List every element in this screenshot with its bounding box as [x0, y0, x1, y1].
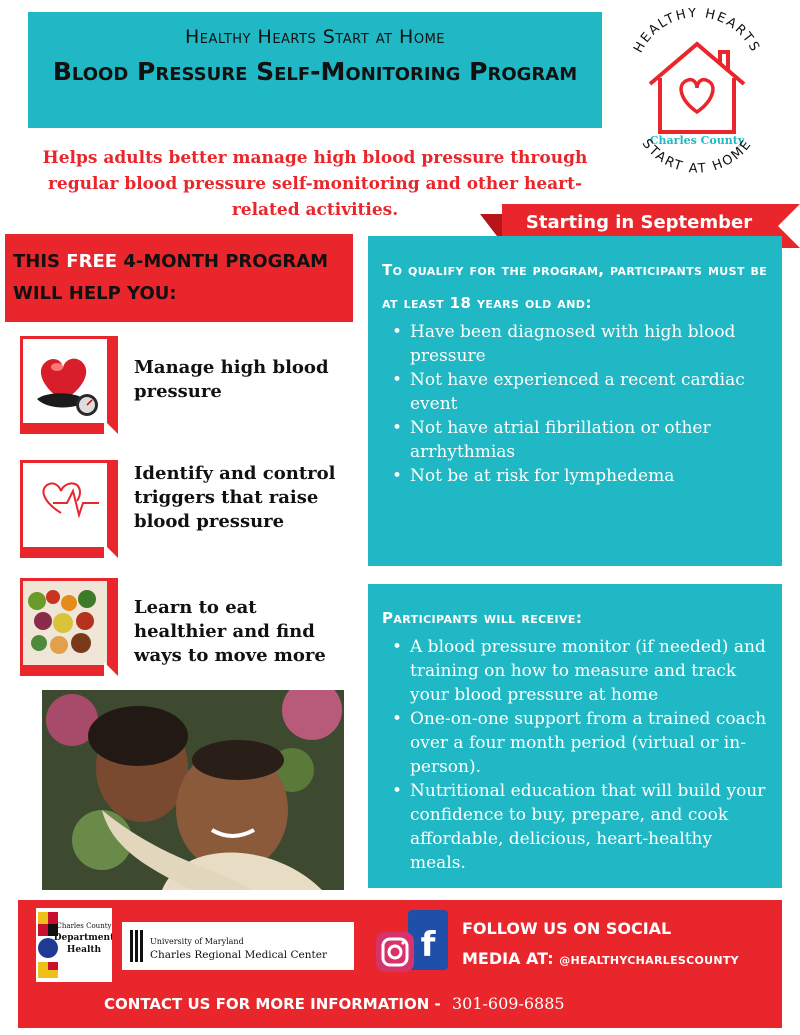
help-title-rest: 4-MONTH PROGRAM WILL HELP YOU:: [13, 251, 329, 304]
phone-number: 301-609-6885: [451, 994, 565, 1013]
list-item: • Not have experienced a recent cardiac event: [392, 368, 768, 416]
header-kicker: Healthy Hearts Start at Home: [184, 26, 446, 48]
list-item: • Nutritional education that will build your confidence to buy, prepare, and cook affordable, delicious, heart-healthy meals.: [392, 779, 768, 875]
logo-bottom-text: START AT HOME: [638, 136, 756, 177]
social-line2: MEDIA AT:: [462, 949, 554, 968]
page-title: Blood Pressure Self-Monitoring Program: [52, 57, 578, 86]
start-date-text: Starting in September: [525, 212, 753, 233]
social-follow-text: [462, 914, 739, 976]
participants-receive-box: [368, 584, 782, 888]
healthy-food-icon: [20, 578, 118, 676]
help-title-free: FREE: [66, 251, 118, 272]
umd-line1: University of Maryland: [150, 937, 244, 946]
health-dept-line3: Health: [66, 945, 102, 955]
health-department-logo: [36, 908, 112, 982]
heart-blood-pressure-cuff-icon: [20, 336, 118, 434]
benefit-manage-bp: Manage high blood pressure: [134, 357, 329, 402]
program-tagline: Helps adults better manage high blood pressure through regular blood pressure self-monitoring and other heart-related activities.: [42, 148, 588, 220]
health-dept-line1: Charles County: [56, 922, 112, 930]
umd-line2: Charles Regional Medical Center: [150, 949, 327, 961]
logo-county: Charles County: [649, 134, 745, 147]
svg-text:f: f: [420, 925, 436, 965]
logo-top-text: HEALTHY HEARTS: [631, 8, 763, 56]
program-help-heading: [13, 246, 347, 310]
house-heart-icon: [616, 8, 778, 186]
svg-text:HEALTHY HEARTS: [631, 8, 763, 56]
benefit-identify-triggers: Identify and control triggers that raise blood pressure: [134, 463, 336, 532]
healthy-hearts-logo: [616, 8, 778, 186]
footer: [18, 900, 782, 1028]
receive-heading: Participants will receive:: [382, 609, 583, 627]
contact-info: [104, 994, 565, 1013]
list-item: • Have been diagnosed with high blood pressure: [392, 320, 768, 368]
social-media-icons: [376, 910, 448, 982]
contact-label: CONTACT US FOR MORE INFORMATION -: [104, 995, 441, 1013]
couple-photo: [42, 690, 344, 890]
health-dept-line2: Department: [53, 933, 112, 943]
heartbeat-line-icon: [20, 460, 118, 558]
qualification-heading: To qualify for the program, participants must be at least 18 years old and:: [382, 261, 768, 312]
list-item: • A blood pressure monitor (if needed) and training on how to measure and track your blood pressure at home: [392, 635, 768, 707]
benefit-eat-healthier: Learn to eat healthier and find ways to move more: [134, 597, 326, 666]
social-handle: @HEALTHYCHARLESCOUNTY: [559, 954, 739, 967]
social-line1: FOLLOW US ON SOCIAL: [462, 919, 672, 938]
umd-charles-regional-logo: [122, 922, 354, 970]
list-item: • One-on-one support from a trained coach over a four month period (virtual or in-person).: [392, 707, 768, 779]
qualification-box: [368, 236, 782, 566]
receive-list: [368, 635, 782, 875]
help-title-start: THIS: [13, 251, 61, 272]
qualification-list: [368, 320, 782, 488]
program-help-heading-box: [5, 234, 353, 322]
header-banner: [28, 12, 602, 128]
list-item: • Not be at risk for lymphedema: [392, 464, 768, 488]
list-item: • Not have atrial fibrillation or other arrhythmias: [392, 416, 768, 464]
